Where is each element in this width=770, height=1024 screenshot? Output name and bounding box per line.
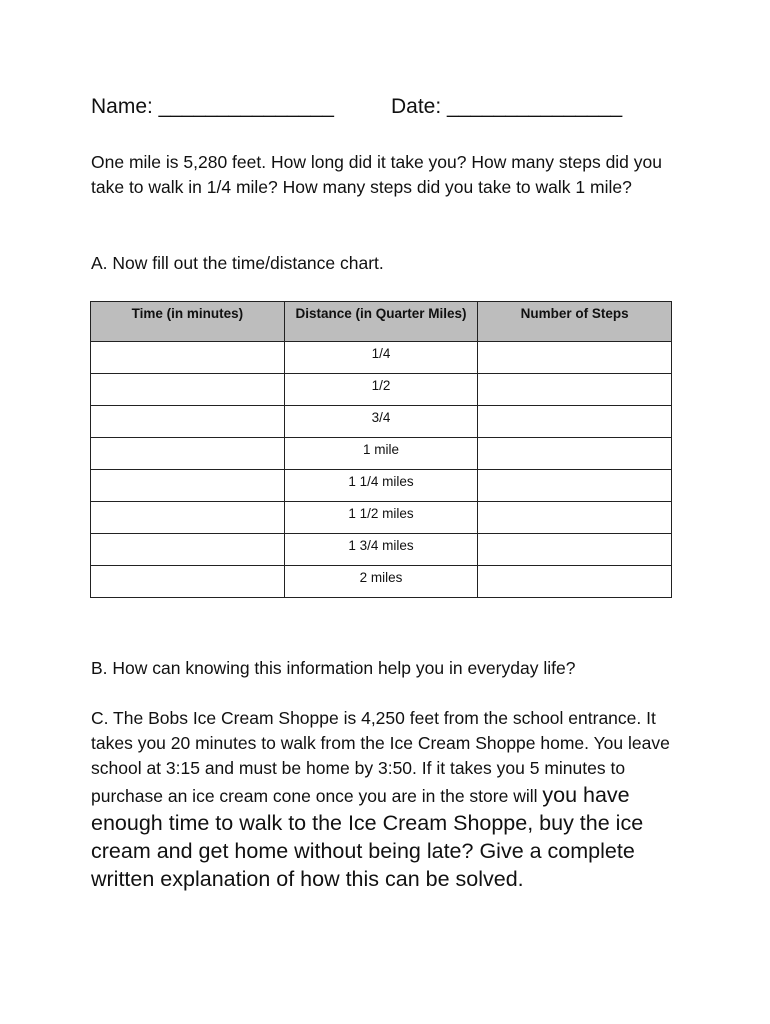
steps-cell[interactable]	[478, 374, 672, 406]
table-row	[91, 502, 672, 534]
header-distance: Distance (in Quarter Miles)	[284, 302, 478, 342]
table-row	[91, 566, 672, 598]
time-cell[interactable]	[91, 470, 285, 502]
table-row	[91, 406, 672, 438]
intro-paragraph: One mile is 5,280 feet. How long did it take you? How many steps did you take to walk in 1/4 mile? How many steps did you take to walk 1 mile?	[91, 152, 662, 197]
steps-cell[interactable]	[478, 534, 672, 566]
time-distance-chart	[90, 301, 672, 598]
section-c-question	[91, 706, 691, 893]
header-steps: Number of Steps	[478, 302, 672, 342]
distance-cell: 2 miles	[284, 566, 478, 598]
chart-header-row	[91, 302, 672, 342]
table-row	[91, 374, 672, 406]
section-b-question: B. How can knowing this information help you in everyday life?	[91, 658, 576, 678]
distance-cell: 1/4	[284, 342, 478, 374]
time-cell[interactable]	[91, 502, 285, 534]
time-cell[interactable]	[91, 406, 285, 438]
steps-cell[interactable]	[478, 342, 672, 374]
time-cell[interactable]	[91, 342, 285, 374]
time-cell[interactable]	[91, 566, 285, 598]
steps-cell[interactable]	[478, 438, 672, 470]
header-time: Time (in minutes)	[91, 302, 285, 342]
distance-cell: 1 1/2 miles	[284, 502, 478, 534]
steps-cell[interactable]	[478, 502, 672, 534]
steps-cell[interactable]	[478, 470, 672, 502]
time-cell[interactable]	[91, 438, 285, 470]
distance-cell: 3/4	[284, 406, 478, 438]
table-row	[91, 470, 672, 502]
steps-cell[interactable]	[478, 406, 672, 438]
table-row	[91, 342, 672, 374]
date-field-label: Date: _______________	[391, 95, 623, 118]
distance-cell: 1 mile	[284, 438, 478, 470]
distance-cell: 1 1/4 miles	[284, 470, 478, 502]
section-c-text-part2: you have enough time to walk to the Ice Cream Shoppe, buy the ice cream and get home without being late? Give a complete written explanation of how this can be solved.	[91, 783, 644, 891]
distance-cell: 1/2	[284, 374, 478, 406]
time-cell[interactable]	[91, 534, 285, 566]
section-c-text-part1: C. The Bobs Ice Cream Shoppe is 4,250 feet from the school entrance. It takes you 20 minutes to walk from the Ice Cream Shoppe home. You leave school at 3:15 and must be home by 3:50. If it takes you 5 minutes to purchase an ice cream cone once you are in the store will	[91, 708, 670, 806]
section-a-instruction: A. Now fill out the time/distance chart.	[91, 253, 384, 273]
time-cell[interactable]	[91, 374, 285, 406]
name-field-label: Name: _______________	[91, 95, 334, 118]
table-row	[91, 534, 672, 566]
table-row	[91, 438, 672, 470]
steps-cell[interactable]	[478, 566, 672, 598]
header	[91, 95, 691, 119]
distance-cell: 1 3/4 miles	[284, 534, 478, 566]
